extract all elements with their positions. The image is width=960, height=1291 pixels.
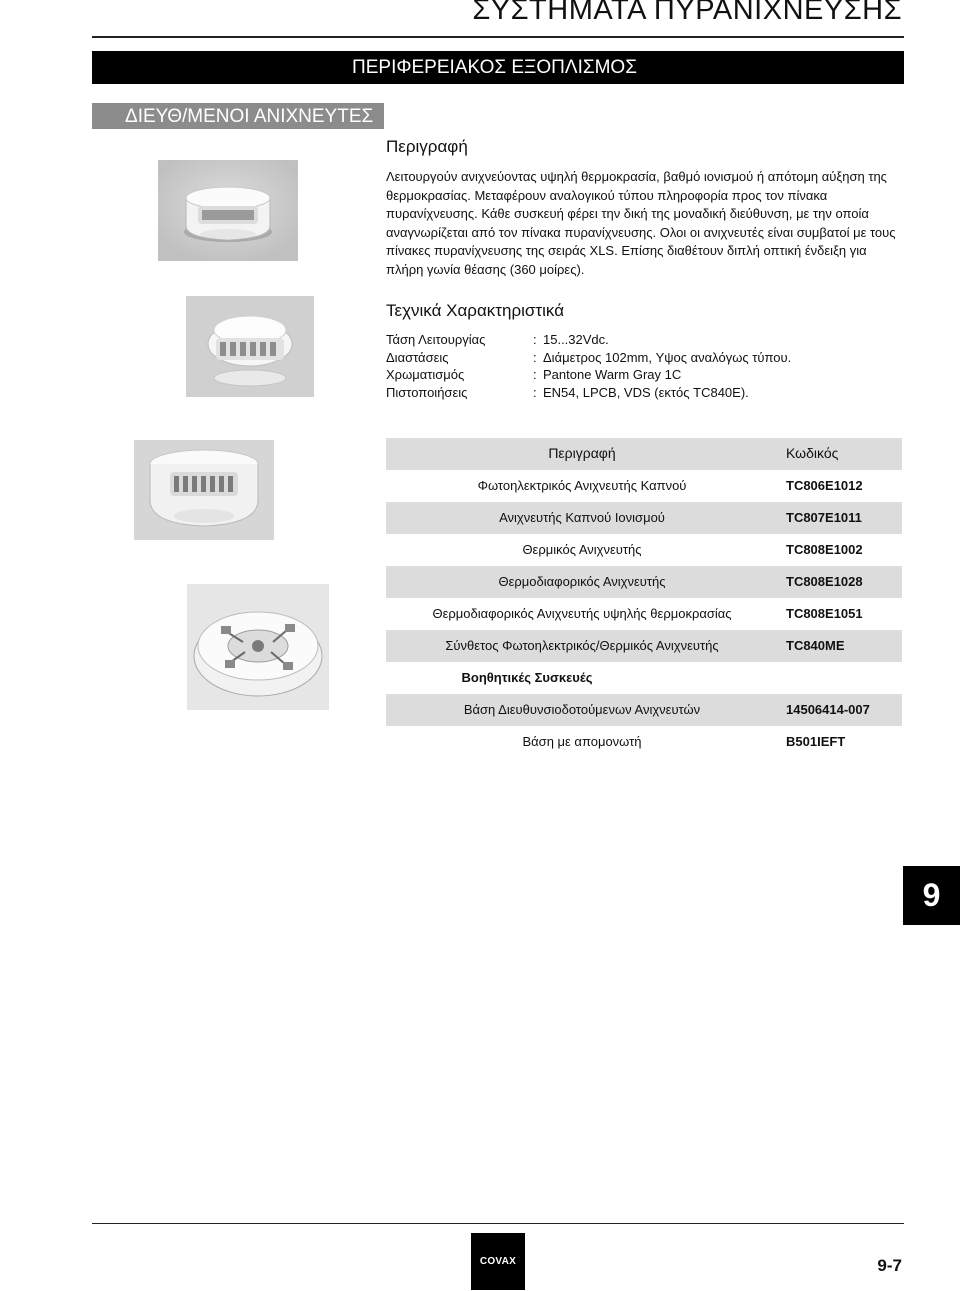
page-title: ΣΥΣΤΗΜΑΤΑ ΠΥΡΑΝΙΧΝΕΥΣΗΣ — [472, 0, 902, 26]
table-header — [386, 438, 902, 470]
category-banner — [92, 103, 384, 129]
description-heading: Περιγραφή — [386, 137, 468, 156]
spec-value: Pantone Warm Gray 1C — [543, 367, 682, 383]
column-header-description: Περιγραφή — [548, 445, 616, 461]
spec-label: Χρωματισμός — [386, 367, 465, 383]
header-rule — [92, 36, 904, 38]
table-row — [386, 694, 902, 726]
row-code: TC806E1012 — [786, 478, 863, 493]
row-description: Ανιχνευτής Καπνού Ιονισμού — [499, 510, 665, 525]
covax-logo — [471, 1233, 525, 1290]
row-code: TC808E1028 — [786, 574, 863, 589]
page-number: 9-7 — [877, 1256, 902, 1275]
section-banner-label: ΠΕΡΙΦΕΡΕΙΑΚΟΣ ΕΞΟΠΛΙΣΜΟΣ — [352, 57, 637, 78]
base-photo — [187, 584, 329, 710]
spec-separator: : — [533, 349, 537, 365]
row-code: TC808E1002 — [786, 542, 863, 557]
row-code: TC807E1011 — [786, 510, 862, 525]
description-text: Λειτουργούν ανιχνεύοντας υψηλή θερμοκρασία, βαθμό ιονισμού ή απότομη αύξηση της θερμοκρασίας. Μεταφέρουν αναλογικού τύπου πληροφορία προς τον πίνακα πυρανίχνευσης. Κάθε συσκευή φέρει την δική της μοναδική διεύθυνση, με την οποία αναγνωρίζεται από τον πίνακα πυρανίχνευσης. Ολοι οι ανιχνευτές είναι συμβατοί με τους πίνακες πυρανίχνευσης της σειράς XLS. Επίσης διαθέτουν διπλή οπτική ένδειξη για πλήρη γωνία θέασης (360 μοίρες). — [386, 169, 896, 277]
accessories-heading: Βοηθητικές Συσκευές — [461, 670, 593, 685]
section-banner — [92, 51, 904, 84]
accessories-heading-row — [386, 662, 902, 694]
row-description: Θερμικός Ανιχνευτής — [522, 542, 642, 557]
row-code: 14506414-007 — [786, 702, 870, 717]
table-row — [386, 726, 902, 758]
detector-photo-1 — [158, 160, 298, 261]
chapter-tab: 9 — [903, 866, 960, 925]
spec-value: EN54, LPCB, VDS (εκτός TC840E). — [543, 384, 749, 400]
spec-label: Τάση Λειτουργίας — [386, 332, 486, 347]
table-row — [386, 502, 902, 534]
row-description: Φωτοηλεκτρικός Ανιχνευτής Καπνού — [477, 478, 687, 493]
row-code: B501IEFT — [786, 734, 846, 749]
logo-text: COVAX — [479, 1256, 517, 1267]
spec-separator: : — [533, 332, 537, 347]
table-row — [386, 566, 902, 598]
detector-photo-3 — [134, 440, 274, 540]
spec-label: Πιστοποιήσεις — [386, 384, 468, 400]
table-row — [386, 534, 902, 566]
spec-separator: : — [533, 384, 537, 400]
row-code: TC840ME — [786, 638, 845, 653]
row-description: Βάση Διευθυνσιοδοτούμενων Ανιχνευτών — [463, 702, 701, 717]
row-description: Θερμοδιαφορικός Ανιχνευτής — [498, 574, 666, 589]
row-code: TC808E1051 — [786, 606, 863, 621]
detector-photo-2 — [186, 296, 314, 397]
product-table — [386, 438, 902, 758]
row-description: Θερμοδιαφορικός Ανιχνευτής υψηλής θερμοκρασίας — [432, 606, 732, 621]
spec-label: Διαστάσεις — [386, 349, 449, 365]
table-row — [386, 598, 902, 630]
column-header-code: Κωδικός — [786, 445, 839, 461]
spec-value: Διάμετρος 102mm, Υψος αναλόγως τύπου. — [543, 349, 792, 365]
category-label: ΔΙΕΥΘ/ΜΕΝΟΙ ΑΝΙΧΝΕΥΤΕΣ — [125, 106, 374, 127]
table-row — [386, 470, 902, 502]
footer-rule — [92, 1223, 904, 1224]
row-description: Βάση με απομονωτή — [522, 734, 642, 749]
row-description: Σύνθετος Φωτοηλεκτρικός/Θερμικός Ανιχνευτής — [445, 638, 719, 653]
spec-value: 15...32Vdc. — [543, 332, 609, 347]
specs-heading: Τεχνικά Χαρακτηριστικά — [386, 301, 565, 320]
table-row — [386, 630, 902, 662]
spec-separator: : — [533, 367, 537, 383]
